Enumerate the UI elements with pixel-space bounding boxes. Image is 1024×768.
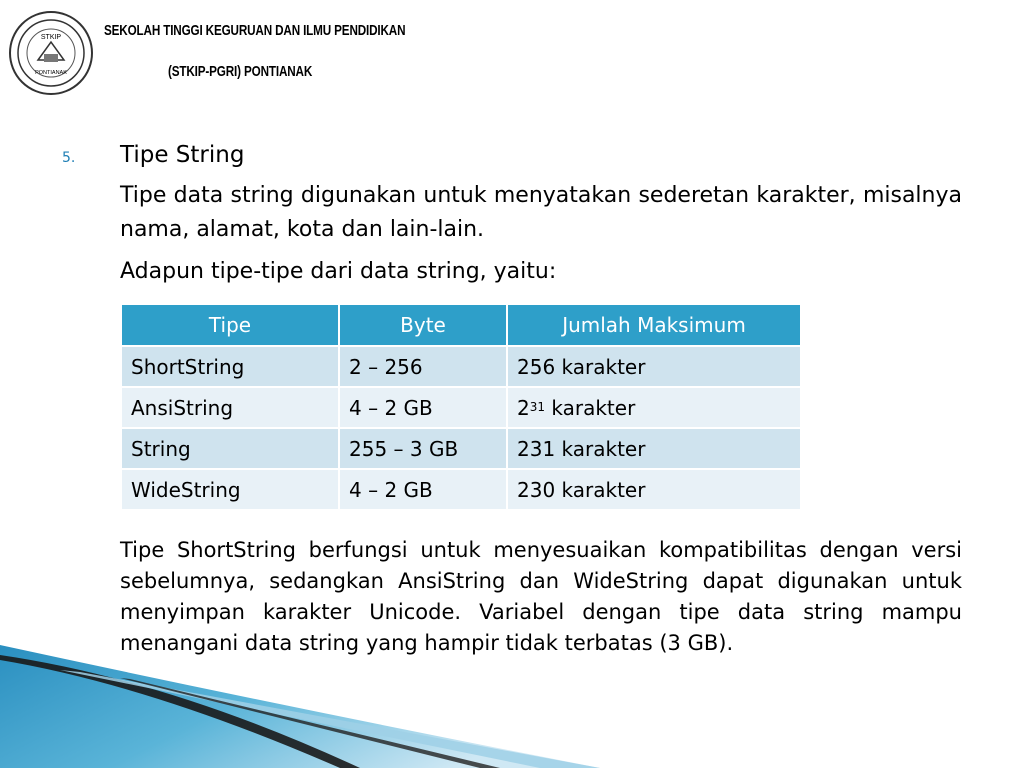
base-value: 2 [517, 395, 530, 420]
decorative-wave [0, 600, 1024, 768]
table-cell: 256 karakter [507, 346, 801, 387]
table-cell: ShortString [121, 346, 339, 387]
table-cell: 231 karakter [507, 428, 801, 469]
table-row [121, 428, 801, 469]
header-jumlah-maksimum: Jumlah Maksimum [507, 304, 801, 346]
table-cell: 2 – 256 [339, 346, 507, 387]
item-number: 5. [62, 150, 76, 166]
table-row [121, 346, 801, 387]
table-cell: AnsiString [121, 387, 339, 428]
paragraph-explanation: Tipe ShortString berfungsi untuk menyesuaikan kompatibilitas dengan versi sebelumnya, sedangkan AnsiString dan WideString dapat digunakan untuk menyimpan karakter Unicode. Variabel dengan tipe data string mampu menangani data string yang hampir tidak terbatas (3 GB). [120, 538, 962, 655]
table-cell: 4 – 2 GB [339, 469, 507, 510]
institution-abbreviation: (STKIP-PGRI) PONTIANAK [168, 63, 313, 80]
table-cell: String [121, 428, 339, 469]
table-cell: 255 – 3 GB [339, 428, 507, 469]
table-row [121, 469, 801, 510]
institution-name: SEKOLAH TINGGI KEGURUAN DAN ILMU PENDIDIKAN [104, 22, 406, 39]
logo-city: PONTIANAK [35, 70, 67, 76]
table-row [121, 387, 801, 428]
institution-logo [8, 10, 94, 96]
table-cell [507, 387, 801, 428]
unit-label: karakter [545, 395, 636, 420]
table-header-row [121, 304, 801, 346]
section-title: Tipe String [120, 142, 245, 168]
table-cell: 230 karakter [507, 469, 801, 510]
string-types-table [120, 303, 802, 511]
paragraph-intro: Tipe data string digunakan untuk menyatakan sederetan karakter, misalnya nama, alamat, kota dan lain-lain. [120, 183, 962, 242]
exponent: 31 [529, 399, 546, 414]
table-cell: WideString [121, 469, 339, 510]
logo-text: STKIP [40, 34, 62, 41]
paragraph-lead: Adapun tipe-tipe dari data string, yaitu: [120, 259, 557, 284]
header-tipe: Tipe [121, 304, 339, 346]
header-byte: Byte [339, 304, 507, 346]
table-cell: 4 – 2 GB [339, 387, 507, 428]
